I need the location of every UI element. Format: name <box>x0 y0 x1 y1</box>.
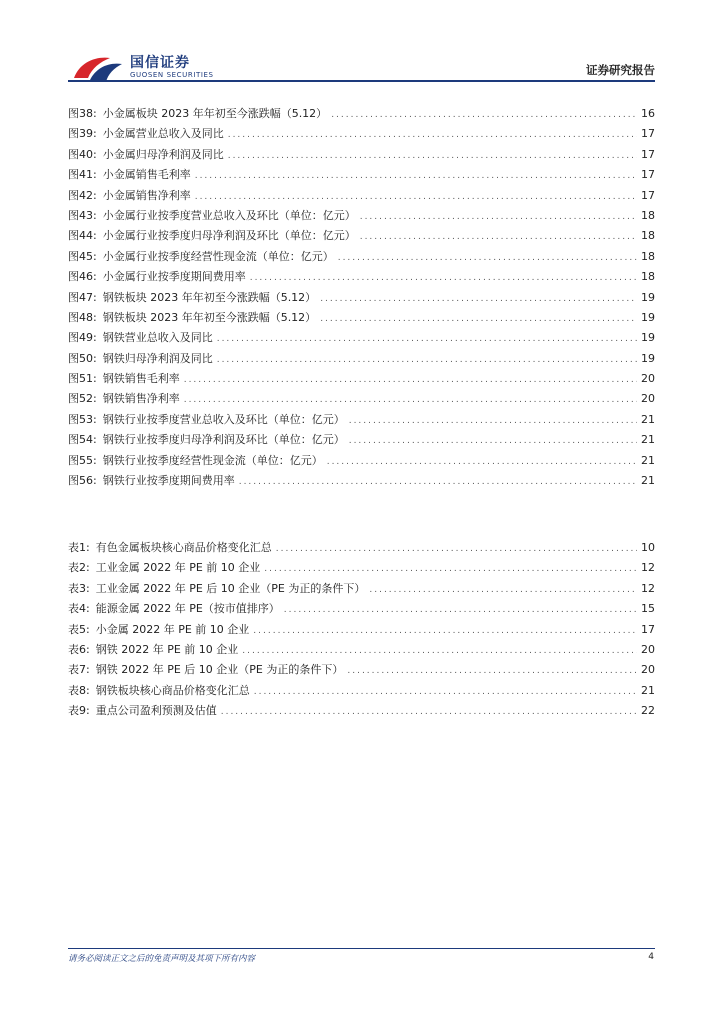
toc-entry-number: 图45: <box>68 249 97 263</box>
toc-entry-title: 有色金属板块核心商品价格变化汇总 <box>95 541 272 554</box>
figure-toc-entry[interactable] <box>68 451 655 471</box>
table-toc-entry[interactable] <box>68 620 655 640</box>
toc-entry-page: 18 <box>641 208 655 222</box>
toc-entry-page: 17 <box>641 622 655 636</box>
toc-entry-page: 20 <box>641 392 655 406</box>
toc-leader-dots <box>347 661 637 681</box>
page-number: 4 <box>648 952 654 962</box>
toc-entry-page: 17 <box>641 147 655 161</box>
toc-entry-title: 小金属营业总收入及同比 <box>102 127 224 141</box>
toc-entry-page: 20 <box>641 372 655 386</box>
toc-leader-dots <box>327 452 637 472</box>
toc-entry-title: 钢铁销售净利率 <box>102 392 180 406</box>
toc-entry-number: 表4: <box>68 602 90 616</box>
table-toc-entry[interactable] <box>68 701 655 721</box>
table-toc-entry[interactable] <box>68 579 655 599</box>
toc-entry-page: 19 <box>641 331 655 345</box>
toc-entry-page: 17 <box>641 188 655 202</box>
toc-entry-number: 图49: <box>68 331 97 345</box>
toc-entry-page: 21 <box>641 433 655 447</box>
toc-entry-page: 16 <box>641 107 655 120</box>
toc-entry-page: 21 <box>641 683 655 697</box>
toc-entry-number: 表6: <box>68 642 90 656</box>
figure-toc-entry[interactable] <box>68 186 655 206</box>
toc-entry-title: 钢铁行业按季度归母净利润及环比（单位：亿元） <box>102 433 345 447</box>
footer-disclaimer: 请务必阅读正文之后的免责声明及其项下所有内容 <box>68 954 256 964</box>
toc-entry-number: 图47: <box>68 290 97 304</box>
toc-leader-dots <box>360 207 637 227</box>
figure-toc-entry[interactable] <box>68 124 655 144</box>
toc-entry-title: 小金属销售毛利率 <box>102 168 191 182</box>
toc-entry-title: 小金属归母净利润及同比 <box>102 147 224 161</box>
toc-entry-number: 图48: <box>68 310 97 324</box>
toc-entry-page: 19 <box>641 290 655 304</box>
toc-entry-title: 钢铁板块核心商品价格变化汇总 <box>95 683 250 697</box>
toc-entry-title: 小金属行业按季度期间费用率 <box>102 270 246 284</box>
toc-leader-dots <box>184 390 637 410</box>
toc-entry-number: 表7: <box>68 663 90 677</box>
toc-entry-number: 图56: <box>68 474 97 488</box>
toc-leader-dots <box>250 268 637 288</box>
toc-leader-dots <box>217 350 637 370</box>
figure-toc-entry[interactable] <box>68 206 655 226</box>
toc-entry-number: 表9: <box>68 704 90 718</box>
toc-entry-page: 19 <box>641 351 655 365</box>
toc-entry-number: 图39: <box>68 127 97 141</box>
toc-leader-dots <box>217 329 637 349</box>
report-type: 证券研究报告 <box>586 63 655 77</box>
table-toc-entry[interactable] <box>68 538 655 558</box>
toc-leader-dots <box>369 580 637 600</box>
toc-entry-title: 钢铁板块 2023 年年初至今涨跌幅（5.12） <box>102 310 317 324</box>
toc-leader-dots <box>195 166 637 186</box>
toc-entry-number: 图41: <box>68 168 97 182</box>
figure-toc-entry[interactable] <box>68 247 655 267</box>
toc-entry-title: 钢铁板块 2023 年年初至今涨跌幅（5.12） <box>102 290 317 304</box>
toc-entry-number: 图43: <box>68 208 97 222</box>
toc-entry-title: 工业金属 2022 年 PE 前 10 企业 <box>95 561 261 575</box>
table-toc-entry[interactable] <box>68 599 655 619</box>
toc-entry-title: 小金属行业按季度经营性现金流（单位：亿元） <box>102 249 334 263</box>
toc-entry-page: 17 <box>641 127 655 141</box>
toc-leader-dots <box>338 248 637 268</box>
toc-leader-dots <box>228 125 637 145</box>
figure-toc-entry[interactable] <box>68 349 655 369</box>
toc-leader-dots <box>284 600 637 620</box>
toc-leader-dots <box>254 682 637 702</box>
toc-entry-number: 表1: <box>68 541 90 554</box>
toc-leader-dots <box>320 309 637 329</box>
page-header <box>0 0 724 90</box>
toc-entry-page: 22 <box>641 704 655 718</box>
toc-entry-page: 10 <box>641 541 655 554</box>
toc-entry-page: 21 <box>641 412 655 426</box>
toc-entry-title: 小金属 2022 年 PE 前 10 企业 <box>95 622 250 636</box>
footer-divider <box>68 948 655 949</box>
toc-leader-dots <box>349 431 637 451</box>
toc-leader-dots <box>264 559 637 579</box>
toc-entry-title: 工业金属 2022 年 PE 后 10 企业（PE 为正的条件下） <box>95 581 366 595</box>
toc-entry-page: 18 <box>641 270 655 284</box>
toc-leader-dots <box>242 641 637 661</box>
toc-leader-dots <box>349 411 637 431</box>
toc-entry-title: 钢铁 2022 年 PE 前 10 企业 <box>95 642 239 656</box>
logo-text-en: GUOSEN SECURITIES <box>130 71 214 79</box>
toc-entry-title: 钢铁销售毛利率 <box>102 372 180 386</box>
figure-toc-entry[interactable] <box>68 430 655 450</box>
toc-entry-title: 钢铁归母净利润及同比 <box>102 351 213 365</box>
toc-leader-dots <box>239 472 637 492</box>
toc-entry-number: 图53: <box>68 412 97 426</box>
toc-leader-dots <box>320 289 637 309</box>
toc-entry-number: 表8: <box>68 683 90 697</box>
toc-leader-dots <box>360 227 637 247</box>
figure-toc-entry[interactable] <box>68 226 655 246</box>
table-list <box>68 538 655 722</box>
toc-leader-dots <box>228 146 637 166</box>
figure-toc-entry[interactable] <box>68 288 655 308</box>
toc-entry-title: 钢铁 2022 年 PE 后 10 企业（PE 为正的条件下） <box>95 663 344 677</box>
figure-toc-entry[interactable] <box>68 389 655 409</box>
toc-entry-number: 图52: <box>68 392 97 406</box>
toc-entry-number: 表2: <box>68 561 90 575</box>
figure-list <box>68 104 655 491</box>
toc-entry-page: 18 <box>641 249 655 263</box>
toc-entry-title: 小金属销售净利率 <box>102 188 191 202</box>
toc-leader-dots <box>331 105 637 125</box>
figure-toc-entry[interactable] <box>68 104 655 124</box>
toc-entry-number: 图44: <box>68 229 97 243</box>
toc-entry-number: 表3: <box>68 581 90 595</box>
toc-leader-dots <box>184 370 637 390</box>
toc-entry-page: 17 <box>641 168 655 182</box>
toc-entry-page: 12 <box>641 561 655 575</box>
toc-entry-number: 图42: <box>68 188 97 202</box>
toc-leader-dots <box>253 621 637 641</box>
toc-entry-number: 图40: <box>68 147 97 161</box>
toc-entry-title: 小金属行业按季度归母净利润及环比（单位：亿元） <box>102 229 356 243</box>
table-toc-entry[interactable] <box>68 640 655 660</box>
toc-entry-number: 图46: <box>68 270 97 284</box>
table-toc-entry[interactable] <box>68 660 655 680</box>
toc-entry-title: 钢铁行业按季度期间费用率 <box>102 474 235 488</box>
toc-entry-page: 21 <box>641 474 655 488</box>
toc-entry-number: 图50: <box>68 351 97 365</box>
figure-toc-entry[interactable] <box>68 471 655 491</box>
figure-toc-entry[interactable] <box>68 410 655 430</box>
figure-toc-entry[interactable] <box>68 165 655 185</box>
toc-entry-page: 20 <box>641 663 655 677</box>
toc-entry-title: 钢铁行业按季度营业总收入及环比（单位：亿元） <box>102 412 345 426</box>
toc-entry-page: 21 <box>641 453 655 467</box>
logo-text-cn: 国信证券 <box>130 55 190 71</box>
figure-toc-entry[interactable] <box>68 328 655 348</box>
toc-entry-title: 能源金属 2022 年 PE（按市值排序） <box>95 602 280 616</box>
table-toc-entry[interactable] <box>68 558 655 578</box>
toc-entry-number: 图51: <box>68 372 97 386</box>
toc-entry-number: 图38: <box>68 107 97 120</box>
toc-entry-number: 表5: <box>68 622 90 636</box>
toc-entry-title: 钢铁行业按季度经营性现金流（单位：亿元） <box>102 453 323 467</box>
toc-entry-page: 12 <box>641 581 655 595</box>
toc-entry-number: 图55: <box>68 453 97 467</box>
figure-toc-entry[interactable] <box>68 145 655 165</box>
toc-leader-dots <box>221 702 637 722</box>
header-divider <box>68 80 655 82</box>
toc-entry-page: 15 <box>641 602 655 616</box>
toc-entry-title: 钢铁营业总收入及同比 <box>102 331 213 345</box>
figure-toc-entry[interactable] <box>68 308 655 328</box>
toc-entry-number: 图54: <box>68 433 97 447</box>
toc-entry-page: 20 <box>641 642 655 656</box>
toc-leader-dots <box>276 539 637 559</box>
toc-entry-title: 小金属板块 2023 年年初至今涨跌幅（5.12） <box>102 107 328 120</box>
figure-toc-entry[interactable] <box>68 267 655 287</box>
figure-toc-entry[interactable] <box>68 369 655 389</box>
table-toc-entry[interactable] <box>68 681 655 701</box>
toc-entry-title: 重点公司盈利预测及估值 <box>95 704 217 718</box>
toc-entry-title: 小金属行业按季度营业总收入及环比（单位：亿元） <box>102 208 356 222</box>
toc-entry-page: 19 <box>641 310 655 324</box>
toc-leader-dots <box>195 187 637 207</box>
toc-entry-page: 18 <box>641 229 655 243</box>
